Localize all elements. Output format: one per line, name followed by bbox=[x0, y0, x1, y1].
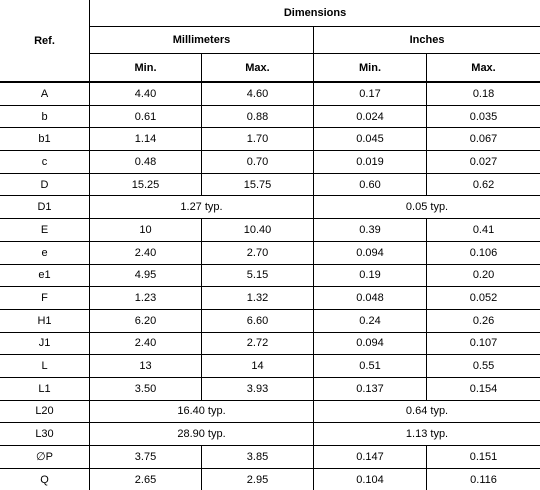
mm-min-cell: 10 bbox=[90, 219, 202, 242]
ref-cell: L30 bbox=[0, 423, 90, 446]
mm-min-header: Min. bbox=[90, 54, 202, 83]
in-min-cell: 0.24 bbox=[314, 309, 427, 332]
ref-cell: H1 bbox=[0, 309, 90, 332]
in-max-cell: 0.151 bbox=[427, 446, 540, 469]
ref-cell: J1 bbox=[0, 332, 90, 355]
mm-min-cell: 13 bbox=[90, 355, 202, 378]
in-min-cell: 0.094 bbox=[314, 241, 427, 264]
in-max-cell: 0.154 bbox=[427, 377, 540, 400]
in-max-header: Max. bbox=[427, 54, 540, 83]
mm-min-cell: 2.40 bbox=[90, 241, 202, 264]
in-min-cell: 0.137 bbox=[314, 377, 427, 400]
mm-max-cell: 2.95 bbox=[202, 468, 314, 490]
mm-min-cell: 2.40 bbox=[90, 332, 202, 355]
in-max-cell: 0.027 bbox=[427, 151, 540, 174]
table-row bbox=[0, 82, 540, 105]
header-row-dimensions bbox=[0, 0, 540, 27]
mm-min-cell: 15.25 bbox=[90, 173, 202, 196]
dimensions-header: Dimensions bbox=[90, 0, 540, 27]
inches-header: Inches bbox=[314, 27, 540, 54]
table-header bbox=[0, 0, 540, 82]
table-row bbox=[0, 151, 540, 174]
mm-typ-cell: 16.40 typ. bbox=[90, 400, 314, 423]
in-max-cell: 0.41 bbox=[427, 219, 540, 242]
in-min-cell: 0.104 bbox=[314, 468, 427, 490]
mm-max-cell: 3.85 bbox=[202, 446, 314, 469]
mm-max-cell: 1.32 bbox=[202, 287, 314, 310]
in-min-cell: 0.045 bbox=[314, 128, 427, 151]
mm-max-cell: 0.88 bbox=[202, 105, 314, 128]
in-max-cell: 0.067 bbox=[427, 128, 540, 151]
mm-max-cell: 1.70 bbox=[202, 128, 314, 151]
mm-max-cell: 14 bbox=[202, 355, 314, 378]
mm-typ-cell: 28.90 typ. bbox=[90, 423, 314, 446]
in-min-cell: 0.147 bbox=[314, 446, 427, 469]
in-max-cell: 0.62 bbox=[427, 173, 540, 196]
ref-cell: b1 bbox=[0, 128, 90, 151]
table-row bbox=[0, 446, 540, 469]
mm-min-cell: 1.23 bbox=[90, 287, 202, 310]
in-max-cell: 0.26 bbox=[427, 309, 540, 332]
ref-cell: c bbox=[0, 151, 90, 174]
mm-max-cell: 4.60 bbox=[202, 82, 314, 105]
mm-min-cell: 1.14 bbox=[90, 128, 202, 151]
in-min-cell: 0.39 bbox=[314, 219, 427, 242]
in-min-cell: 0.17 bbox=[314, 82, 427, 105]
mm-min-cell: 2.65 bbox=[90, 468, 202, 490]
table-row bbox=[0, 196, 540, 219]
in-max-cell: 0.116 bbox=[427, 468, 540, 490]
table-row bbox=[0, 173, 540, 196]
in-min-cell: 0.024 bbox=[314, 105, 427, 128]
mm-max-cell: 0.70 bbox=[202, 151, 314, 174]
in-min-cell: 0.019 bbox=[314, 151, 427, 174]
ref-cell: E bbox=[0, 219, 90, 242]
mm-max-cell: 10.40 bbox=[202, 219, 314, 242]
mm-max-cell: 6.60 bbox=[202, 309, 314, 332]
in-min-cell: 0.60 bbox=[314, 173, 427, 196]
ref-cell: D1 bbox=[0, 196, 90, 219]
table-row bbox=[0, 400, 540, 423]
in-min-header: Min. bbox=[314, 54, 427, 83]
table-row bbox=[0, 309, 540, 332]
in-max-cell: 0.107 bbox=[427, 332, 540, 355]
table-row bbox=[0, 423, 540, 446]
in-typ-cell: 0.64 typ. bbox=[314, 400, 540, 423]
ref-cell: A bbox=[0, 82, 90, 105]
mm-max-cell: 2.70 bbox=[202, 241, 314, 264]
ref-cell: L bbox=[0, 355, 90, 378]
mm-max-cell: 15.75 bbox=[202, 173, 314, 196]
table-row bbox=[0, 264, 540, 287]
in-min-cell: 0.19 bbox=[314, 264, 427, 287]
mm-max-cell: 2.72 bbox=[202, 332, 314, 355]
in-typ-cell: 0.05 typ. bbox=[314, 196, 540, 219]
mm-min-cell: 6.20 bbox=[90, 309, 202, 332]
ref-column-header: Ref. bbox=[0, 0, 90, 82]
mm-min-cell: 3.50 bbox=[90, 377, 202, 400]
in-max-cell: 0.035 bbox=[427, 105, 540, 128]
ref-cell: e bbox=[0, 241, 90, 264]
in-max-cell: 0.106 bbox=[427, 241, 540, 264]
mm-min-cell: 4.40 bbox=[90, 82, 202, 105]
ref-cell: L1 bbox=[0, 377, 90, 400]
table-row bbox=[0, 219, 540, 242]
table-row bbox=[0, 105, 540, 128]
in-max-cell: 0.052 bbox=[427, 287, 540, 310]
ref-cell: D bbox=[0, 173, 90, 196]
mm-min-cell: 0.48 bbox=[90, 151, 202, 174]
in-typ-cell: 1.13 typ. bbox=[314, 423, 540, 446]
mm-max-cell: 3.93 bbox=[202, 377, 314, 400]
mm-min-cell: 3.75 bbox=[90, 446, 202, 469]
in-max-cell: 0.18 bbox=[427, 82, 540, 105]
in-max-cell: 0.20 bbox=[427, 264, 540, 287]
table-row bbox=[0, 377, 540, 400]
ref-cell: Q bbox=[0, 468, 90, 490]
ref-cell: b bbox=[0, 105, 90, 128]
mm-typ-cell: 1.27 typ. bbox=[90, 196, 314, 219]
ref-cell: e1 bbox=[0, 264, 90, 287]
table-row bbox=[0, 128, 540, 151]
table-row bbox=[0, 468, 540, 490]
table-row bbox=[0, 241, 540, 264]
ref-cell: ∅P bbox=[0, 446, 90, 469]
millimeters-header: Millimeters bbox=[90, 27, 314, 54]
ref-cell: L20 bbox=[0, 400, 90, 423]
in-min-cell: 0.51 bbox=[314, 355, 427, 378]
in-min-cell: 0.094 bbox=[314, 332, 427, 355]
mm-min-cell: 4.95 bbox=[90, 264, 202, 287]
in-max-cell: 0.55 bbox=[427, 355, 540, 378]
table-row bbox=[0, 355, 540, 378]
mm-max-cell: 5.15 bbox=[202, 264, 314, 287]
table-row bbox=[0, 332, 540, 355]
table-body bbox=[0, 82, 540, 490]
in-min-cell: 0.048 bbox=[314, 287, 427, 310]
table-row bbox=[0, 287, 540, 310]
ref-cell: F bbox=[0, 287, 90, 310]
mm-min-cell: 0.61 bbox=[90, 105, 202, 128]
mm-max-header: Max. bbox=[202, 54, 314, 83]
